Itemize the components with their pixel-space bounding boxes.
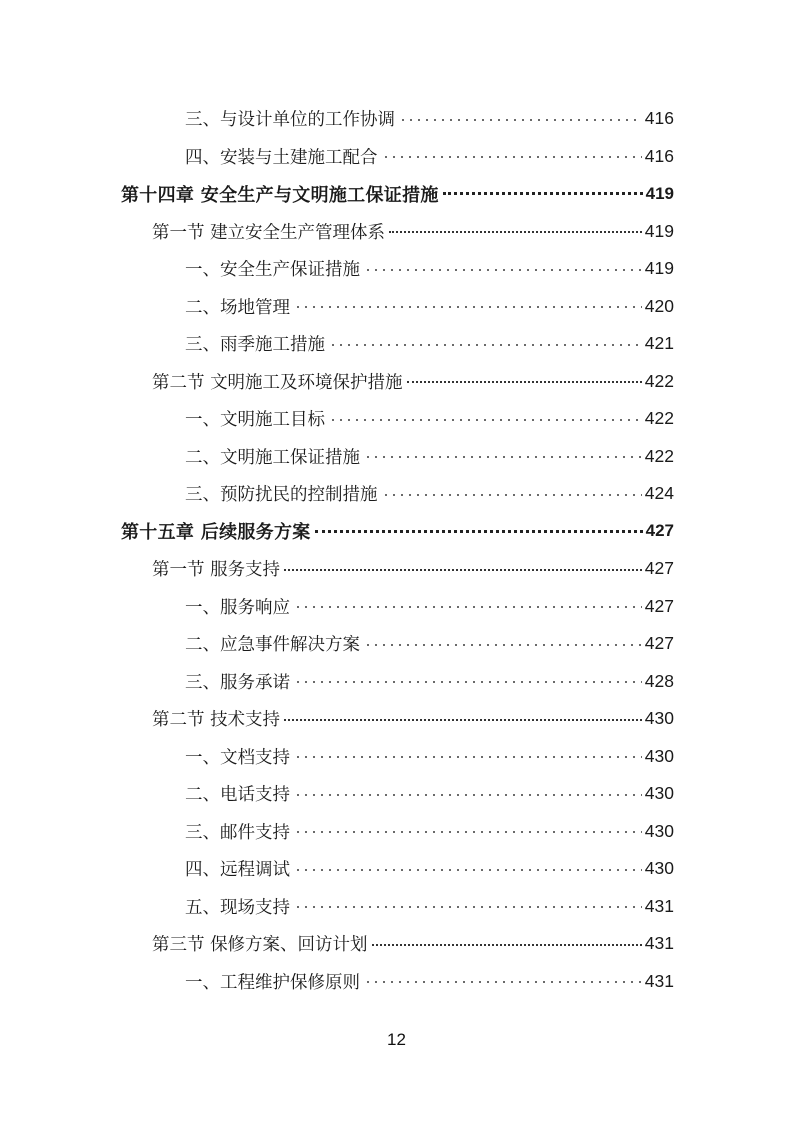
toc-entry[interactable] — [0, 138, 793, 176]
toc-section[interactable] — [0, 700, 793, 738]
toc-entry[interactable] — [0, 738, 793, 776]
toc-entry-title: 三、服务承诺 — [185, 672, 290, 693]
dot-leader — [294, 756, 642, 758]
toc-section-page: 431 — [644, 933, 674, 954]
toc-section-title: 第二节 技术支持 — [152, 710, 281, 731]
dot-leader — [315, 530, 643, 533]
toc-entry-title: 二、场地管理 — [185, 297, 290, 318]
dot-leader — [329, 419, 642, 421]
dot-leader — [294, 906, 642, 908]
toc-section-title: 第三节 保修方案、回访计划 — [152, 935, 368, 956]
toc-section-title: 第一节 建立安全生产管理体系 — [152, 222, 386, 243]
toc-entry-page: 422 — [644, 445, 674, 466]
toc-entry-title: 二、文明施工保证措施 — [185, 447, 360, 468]
dot-leader — [294, 869, 642, 871]
toc-entry-title: 一、文明施工目标 — [185, 410, 325, 431]
toc-entry-page: 420 — [644, 295, 674, 316]
toc-entry-page: 421 — [644, 333, 674, 354]
page-number: 12 — [387, 1030, 406, 1049]
toc-entry-title: 四、安装与土建施工配合 — [185, 147, 378, 168]
dot-leader — [294, 794, 642, 796]
toc-entry[interactable] — [0, 588, 793, 626]
toc-section-title: 第一节 服务支持 — [152, 560, 281, 581]
toc-entry-title: 三、邮件支持 — [185, 822, 290, 843]
toc-entry-page: 427 — [644, 595, 674, 616]
toc-section[interactable] — [0, 363, 793, 401]
toc-section-page: 430 — [644, 708, 674, 729]
dot-leader — [284, 719, 642, 721]
toc-entry[interactable] — [0, 288, 793, 326]
toc-entry[interactable] — [0, 813, 793, 851]
dot-leader — [364, 644, 642, 646]
toc-entry-page: 416 — [644, 145, 674, 166]
dot-leader — [382, 156, 642, 158]
toc-entry-page: 422 — [644, 408, 674, 429]
dot-leader — [329, 344, 642, 346]
dot-leader — [364, 981, 642, 983]
dot-leader — [382, 494, 642, 496]
toc-entry[interactable] — [0, 963, 793, 1001]
toc-chapter-page: 419 — [645, 183, 674, 203]
toc-entry[interactable] — [0, 888, 793, 926]
toc-entry[interactable] — [0, 663, 793, 701]
dot-leader — [443, 192, 643, 195]
toc-entry-page: 430 — [644, 783, 674, 804]
toc-entry-page: 430 — [644, 745, 674, 766]
dot-leader — [364, 269, 642, 271]
toc-entry-page: 427 — [644, 633, 674, 654]
toc-entry-title: 三、与设计单位的工作协调 — [185, 110, 395, 131]
toc-entry[interactable] — [0, 250, 793, 288]
toc-entry[interactable] — [0, 400, 793, 438]
toc-entry-title: 二、应急事件解决方案 — [185, 635, 360, 656]
toc-entry-title: 二、电话支持 — [185, 785, 290, 806]
toc-entry-title: 三、雨季施工措施 — [185, 335, 325, 356]
toc-entry-title: 一、安全生产保证措施 — [185, 260, 360, 281]
toc-chapter-title: 第十五章 后续服务方案 — [121, 522, 311, 544]
dot-leader — [389, 231, 642, 233]
toc-entry-title: 三、预防扰民的控制措施 — [185, 485, 378, 506]
toc-entry-title: 四、远程调试 — [185, 860, 290, 881]
dot-leader — [294, 606, 642, 608]
dot-leader — [364, 456, 642, 458]
toc-chapter[interactable] — [0, 513, 793, 551]
toc-entry[interactable] — [0, 475, 793, 513]
toc-chapter[interactable] — [0, 175, 793, 213]
toc-entry-page: 419 — [644, 258, 674, 279]
dot-leader — [284, 569, 642, 571]
dot-leader — [294, 831, 642, 833]
toc-section-page: 422 — [644, 370, 674, 391]
toc-entry-page: 416 — [644, 108, 674, 129]
toc-entry[interactable] — [0, 438, 793, 476]
toc-entry-page: 428 — [644, 670, 674, 691]
toc-section-page: 419 — [644, 220, 674, 241]
toc-entry[interactable] — [0, 775, 793, 813]
table-of-contents — [0, 100, 793, 1000]
toc-section[interactable] — [0, 925, 793, 963]
toc-entry-page: 431 — [644, 895, 674, 916]
toc-entry-title: 五、现场支持 — [185, 897, 290, 918]
toc-entry-page: 430 — [644, 820, 674, 841]
toc-chapter-page: 427 — [645, 521, 674, 541]
toc-entry-page: 430 — [644, 858, 674, 879]
toc-entry-title: 一、服务响应 — [185, 597, 290, 618]
toc-entry-title: 一、工程维护保修原则 — [185, 972, 360, 993]
toc-section-page: 427 — [644, 558, 674, 579]
toc-entry-page: 424 — [644, 483, 674, 504]
dot-leader — [407, 381, 642, 383]
toc-section[interactable] — [0, 213, 793, 251]
dot-leader — [294, 306, 642, 308]
toc-entry-page: 431 — [644, 970, 674, 991]
toc-entry[interactable] — [0, 100, 793, 138]
dot-leader — [372, 944, 642, 946]
toc-section[interactable] — [0, 550, 793, 588]
toc-entry[interactable] — [0, 625, 793, 663]
toc-entry-title: 一、文档支持 — [185, 747, 290, 768]
toc-entry[interactable] — [0, 325, 793, 363]
toc-entry[interactable] — [0, 850, 793, 888]
toc-chapter-title: 第十四章 安全生产与文明施工保证措施 — [121, 184, 439, 206]
toc-section-title: 第二节 文明施工及环境保护措施 — [152, 372, 403, 393]
dot-leader — [294, 681, 642, 683]
dot-leader — [399, 119, 642, 121]
